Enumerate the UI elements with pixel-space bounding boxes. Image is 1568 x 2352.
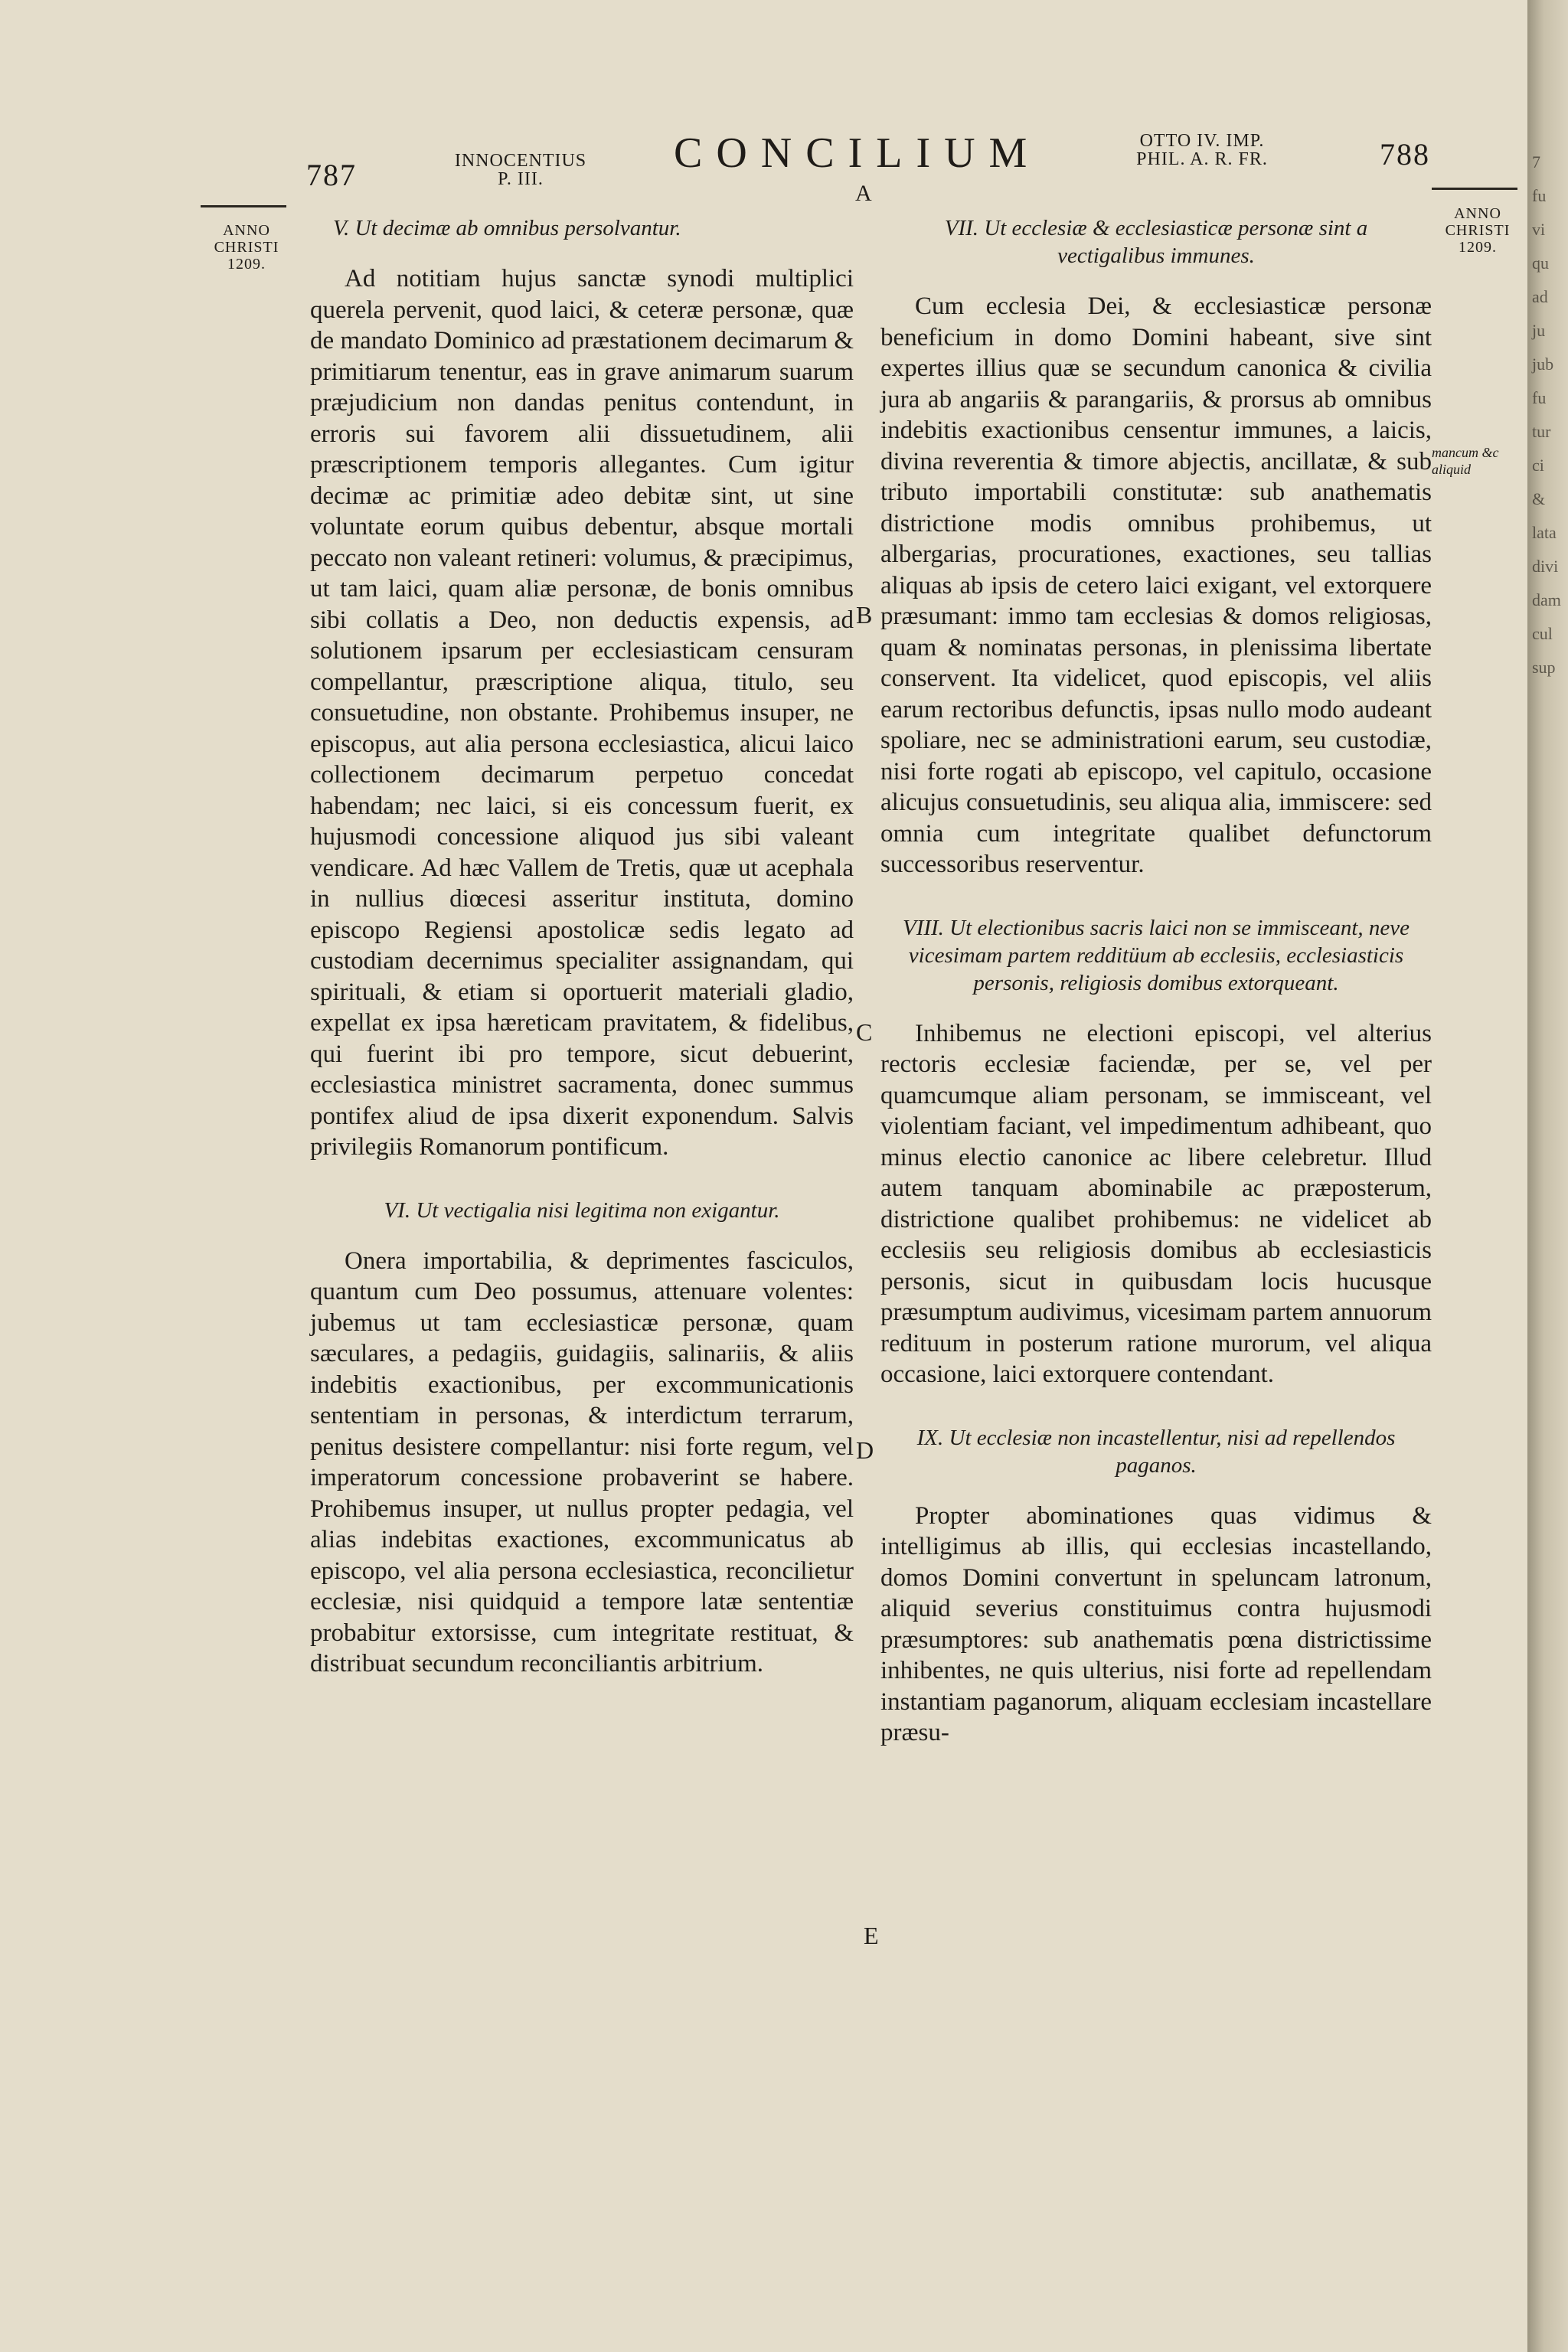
section-letter-c: C <box>856 1018 873 1046</box>
margin-anno-left-word: ANNO <box>223 222 270 239</box>
margin-christi-right: CHRISTI <box>1445 222 1511 239</box>
paragraph-viii: Inhibemus ne electioni episcopi, vel alterius rectoris ecclesiæ faciendæ, per se, vel per quamcumque aliam personam, se immisceant, vel violentiam faciant, vel impedimentum adhibeant, quo minus electio canonice ac libere celebretur. Illud autem tanquam abominabile ac præposterum, districtione qualibet prohibemus: ne videlicet ab ecclesiis seu religiosis domibus ab ecclesiasticis personis, sicut in quibusdam locis hucusque præsumptum audivimus, vicesimam partem annuorum redituum in posterum ratione murorum, vel aliqua occasione, laici extorquere contendant. <box>880 1019 1432 1388</box>
side-note-mancum: mancum &c aliquid <box>1432 445 1499 477</box>
margin-anno-right <box>1432 205 1524 256</box>
page-number-left: 787 <box>306 158 357 192</box>
paragraph-v: Ad notitiam hujus sanctæ synodi multiplici querela pervenit, quod laici, & ceteræ personæ, quæ de mandato Dominico ad præstationem decimarum & primitiarum tenentur, eas in grave animarum suarum præjudicium non dandas penitus contendunt, in erroris sui favorem alii dissuetudinem, alii præscriptionem temporis allegantes. Cum igitur decimæ ac primitiæ adeo debitæ sint, ut sine voluntate eorum quibus debentur, absque mortali peccato non valeant retineri: volumus, & præcipimus, ut tam laici, quam aliæ personæ, de bonis omnibus sibi collatis a Deo, non deductis expensis, ad solutionem ipsarum per ecclesiasticam censuram compellantur, præscriptione aliqua, titulo, seu consuetudine, non obstante. Prohibemus insuper, ne episcopus, aut alia persona ecclesiastica, alicui laico collectionem decimarum perpetuo concedat habendam; nec laici, si eis concessum fuerit, ex hujusmodi concessione aliquod jus sibi valeant vendicare. Ad hæc Vallem de Tretis, quæ ut acephala in nullius diœcesi asseritur instituta, domino episcopo Regiensi apostolicæ sedis legato ad custodiam decernimus specialiter assignandam, qui spirituali, & etiam si oportuerit materiali gladio, expellat ex ipsa hæreticam pravitatem, & fidelibus, qui fuerint ibi pro tempore, sicut debuerint, ecclesiastica ministret sacramenta, donec summus pontifex aliud de ipsa dixerit exponendum. Salvis privilegiis Romanorum pontificum. <box>310 265 854 1161</box>
heading-viii: VIII. Ut electionibus sacris laici non se immisceant, neve vicesimam partem redditüum ab ecclesiis, ecclesiasticis personis, religiosis domibus extorqueant. <box>902 915 1410 995</box>
section-letter-e: E <box>864 1922 879 1949</box>
header-emperor: OTTO IV. IMP. <box>1139 131 1265 151</box>
running-title: CONCILIUM <box>674 129 1041 177</box>
header-pope-name: INNOCENTIUS <box>454 151 587 171</box>
section-letter-b: B <box>856 601 873 629</box>
section-mark-a: A <box>855 181 874 206</box>
header-king: PHIL. A. R. FR. <box>1136 149 1268 169</box>
margin-year-right: 1209. <box>1459 239 1497 256</box>
heading-v: V. Ut decimæ ab omnibus persolvantur. <box>333 216 681 240</box>
heading-vi: VI. Ut vectigalia nisi legitima non exigantur. <box>384 1197 780 1223</box>
heading-ix: IX. Ut ecclesiæ non incastellentur, nisi ad repellendos paganos. <box>916 1425 1396 1478</box>
section-letter-d: D <box>856 1436 874 1464</box>
margin-anno-right-word: ANNO <box>1454 205 1501 222</box>
next-page-edge-text: 7 fu vi qu ad ju jub fu tur ci & lata divi dam cul sup <box>1532 152 1561 677</box>
page-number-right: 788 <box>1380 137 1430 172</box>
header-rule-right <box>1432 188 1517 190</box>
next-page-edge <box>1527 0 1568 2352</box>
margin-anno-left <box>201 222 292 273</box>
header-rule-left <box>201 205 286 207</box>
paragraph-vii: Cum ecclesia Dei, & ecclesiasticæ personæ beneficium in domo Domini habeant, sive sint expertes illius quæ se secundum canonica & civilia jura ab angariis & parangariis, & prorsus ab omnibus indebitis exactionibus censentur immunes, a laicis, divina reverentia & timore abjectis, ancillatæ, & sub tributo importabili constitutæ: sub anathematis districtione modis omnibus prohibemus, ut albergarias, procurationes, exactiones, seu tallias aliquas ab ipsis de cetero laici exigant, vel extorquere præsumant: immo tam ecclesias & domos religiosas, quam & nominatas personas, in plenissima libertate conservent. Ita videlicet, quod episcopis, vel aliis earum rectoribus defunctis, ipsas nullo modo audeant spoliare, nec se administrationi earum, seu custodiæ, nisi forte rogati ab episcopo, vel capitulo, occasione alicujus consuetudinis, seu aliqua alia, immiscere: sed omnia cum integritate qualibet defunctorum successoribus reserventur. <box>880 292 1432 878</box>
left-column <box>310 214 854 1713</box>
header-pope <box>444 152 597 188</box>
margin-christi-left: CHRISTI <box>214 239 279 256</box>
header-pope-sub: P. III. <box>498 169 544 189</box>
header-rulers <box>1102 132 1302 168</box>
right-column <box>880 214 1432 1782</box>
paragraph-ix: Propter abominationes quas vidimus & intelligimus ab illis, qui ecclesias incastellando, domos Domini convertunt in speluncam latronum, aliquid severius constituimus contra hujusmodi præsumptores: sub anathematis pœna districtissime inhibentes, ne quis ulterius, nisi forte ad repellendam instantiam paganorum, aliquam ecclesiam incastellare præsu- <box>880 1501 1432 1746</box>
margin-year-left: 1209. <box>227 256 266 273</box>
heading-vii: VII. Ut ecclesiæ & ecclesiasticæ personæ sint a vectigalibus immunes. <box>944 216 1368 268</box>
paragraph-vi: Onera importabilia, & deprimentes fasciculos, quantum cum Deo possumus, attenuare volentes: jubemus ut tam ecclesiasticæ personæ, quam sæculares, a pedagiis, guidagiis, salinariis, & aliis indebitis exactionibus, per excommunicationis sententiam in personas, & interdictum terrarum, penitus desistere compellantur: nisi forte regum, vel imperatorum concessione probaverint se habere. Prohibemus insuper, ut nullus propter pedagia, vel alias indebitas exactiones, excommunicatus ab episcopo, vel alia persona ecclesiastica, reconcilietur ecclesiæ, nisi quidquid a tempore latæ sententiæ probabitur extorsisse, cum integritate restituat, & distribuat secundum reconciliantis arbitrium. <box>310 1246 854 1677</box>
